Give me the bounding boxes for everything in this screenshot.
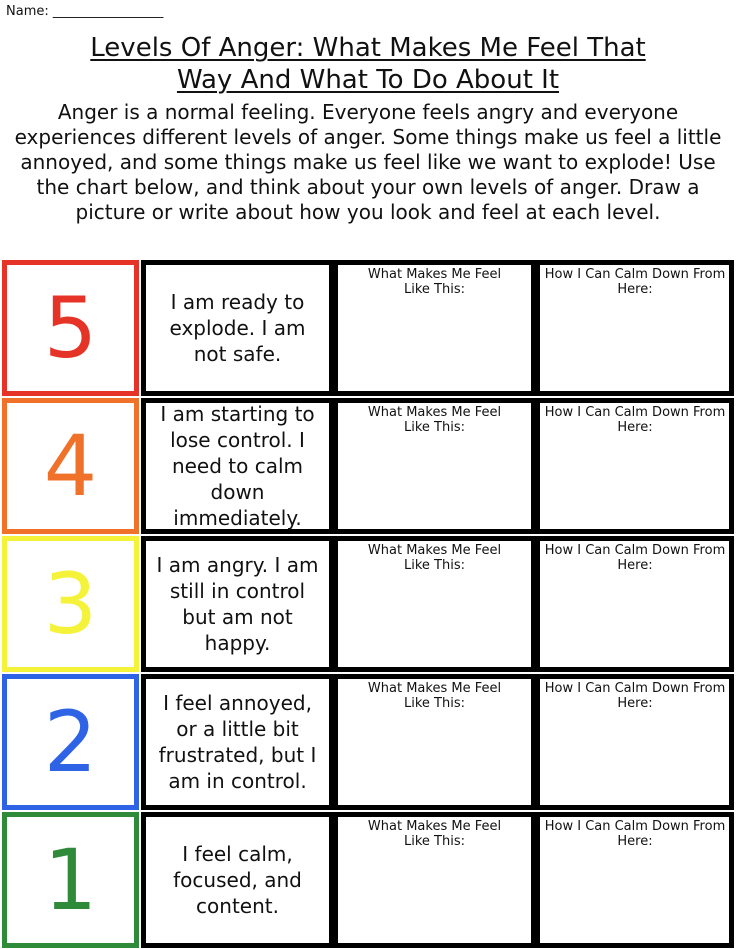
level-row-4 <box>0 398 736 534</box>
calm-down-cell[interactable] <box>535 536 734 672</box>
level-description-text: I am angry. I am still in control but am not happy. <box>156 553 319 655</box>
level-description <box>141 260 334 396</box>
level-number-box <box>2 812 139 948</box>
level-row-3 <box>0 536 736 672</box>
level-number-box <box>2 536 139 672</box>
level-description <box>141 398 334 534</box>
level-number-box <box>2 674 139 810</box>
level-description <box>141 536 334 672</box>
worksheet-title <box>0 32 736 96</box>
trigger-label: What Makes Me Feel Like This: <box>367 267 502 297</box>
level-number: 2 <box>43 693 98 791</box>
level-number: 4 <box>43 417 98 515</box>
level-row-1 <box>0 812 736 948</box>
calm-down-label: How I Can Calm Down From Here: <box>544 819 726 849</box>
level-row-2 <box>0 674 736 810</box>
level-description-text: I am ready to explode. I am not safe. <box>169 290 306 366</box>
trigger-cell[interactable] <box>333 398 536 534</box>
level-number: 1 <box>43 831 98 929</box>
calm-down-cell[interactable] <box>535 260 734 396</box>
level-number: 5 <box>43 279 98 377</box>
level-number-box <box>2 260 139 396</box>
level-description <box>141 674 334 810</box>
level-description-text: I am starting to lose control. I need to calm down immediately. <box>160 402 315 530</box>
level-row-5 <box>0 260 736 396</box>
calm-down-label: How I Can Calm Down From Here: <box>544 543 726 573</box>
calm-down-label: How I Can Calm Down From Here: <box>544 267 726 297</box>
calm-down-cell[interactable] <box>535 398 734 534</box>
title-line-1: Levels Of Anger: What Makes Me Feel That <box>90 33 646 63</box>
trigger-cell[interactable] <box>333 260 536 396</box>
calm-down-label: How I Can Calm Down From Here: <box>544 681 726 711</box>
trigger-label: What Makes Me Feel Like This: <box>367 819 502 849</box>
level-description-text: I feel calm, focused, and content. <box>173 842 302 918</box>
trigger-label: What Makes Me Feel Like This: <box>367 543 502 573</box>
intro-paragraph: Anger is a normal feeling. Everyone feels angry and everyone experiences different levels of anger. Some things make us feel a little annoyed, and some things make us feel like we want to explode! Use the chart below, and think about your own levels of anger. Draw a picture or write about how you look and feel at each level. <box>14 100 722 224</box>
level-description-text: I feel annoyed, or a little bit frustrated, but I am in control. <box>158 691 317 793</box>
trigger-cell[interactable] <box>333 536 536 672</box>
trigger-label: What Makes Me Feel Like This: <box>367 405 502 435</box>
name-field-label: Name: _________________ <box>6 4 164 19</box>
level-description <box>141 812 334 948</box>
title-line-2: Way And What To Do About It <box>176 65 560 95</box>
calm-down-cell[interactable] <box>535 812 734 948</box>
calm-down-cell[interactable] <box>535 674 734 810</box>
trigger-cell[interactable] <box>333 674 536 810</box>
level-number-box <box>2 398 139 534</box>
calm-down-label: How I Can Calm Down From Here: <box>544 405 726 435</box>
level-number: 3 <box>43 555 98 653</box>
trigger-cell[interactable] <box>333 812 536 948</box>
trigger-label: What Makes Me Feel Like This: <box>367 681 502 711</box>
